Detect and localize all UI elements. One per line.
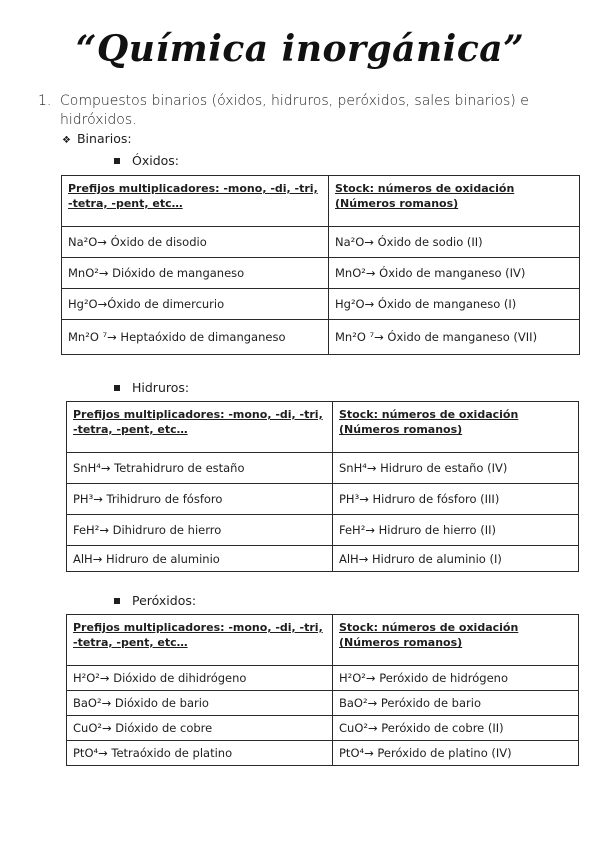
cell-prefijos: MnO²→ Dióxido de manganeso	[62, 258, 329, 289]
header-stock: Stock: números de oxidación (Números romanos)	[333, 402, 579, 453]
table-row	[67, 546, 579, 572]
cell-prefijos: Mn²O ⁷→ Heptaóxido de dimanganeso	[62, 320, 329, 355]
table-peroxidos	[66, 614, 579, 766]
table-row	[67, 741, 579, 766]
list-number: 1.	[38, 93, 52, 109]
section-label-peroxidos: Peróxidos:	[114, 593, 196, 608]
cell-prefijos: Hg²O→Óxido de dimercurio	[62, 289, 329, 320]
square-bullet-icon	[114, 158, 120, 164]
cell-prefijos: H²O²→ Dióxido de dihidrógeno	[67, 666, 333, 691]
cell-prefijos: PtO⁴→ Tetraóxido de platino	[67, 741, 333, 766]
table-row	[62, 289, 580, 320]
header-stock: Stock: números de oxidación (Números romanos)	[329, 176, 580, 227]
header-prefijos: Prefijos multiplicadores: -mono, -di, -tri, -tetra, -pent, etc…	[67, 615, 333, 666]
table-row	[67, 691, 579, 716]
table-header-row	[62, 176, 580, 227]
cell-stock: FeH²→ Hidruro de hierro (II)	[333, 515, 579, 546]
cell-stock: Hg²O→ Óxido de manganeso (I)	[329, 289, 580, 320]
section-label-hidruros: Hidruros:	[114, 380, 189, 395]
section-label-oxidos: Óxidos:	[114, 153, 179, 168]
table-oxidos	[61, 175, 580, 355]
table-hidruros	[66, 401, 579, 572]
cell-stock: Mn²O ⁷→ Óxido de manganeso (VII)	[329, 320, 580, 355]
diamond-bullet-icon: ❖	[62, 135, 71, 146]
list-item-text: Compuestos binarios (óxidos, hidruros, peróxidos, sales binarios) e hidróxidos.	[60, 93, 529, 128]
cell-stock: Na²O→ Óxido de sodio (II)	[329, 227, 580, 258]
cell-prefijos: FeH²→ Dihidruro de hierro	[67, 515, 333, 546]
table-row	[62, 320, 580, 355]
cell-stock: H²O²→ Peróxido de hidrógeno	[333, 666, 579, 691]
cell-stock: SnH⁴→ Hidruro de estaño (IV)	[333, 453, 579, 484]
cell-prefijos: BaO²→ Dióxido de bario	[67, 691, 333, 716]
sublist-binarios	[62, 131, 132, 146]
table-row	[67, 515, 579, 546]
table-header-row	[67, 402, 579, 453]
header-stock: Stock: números de oxidación (Números romanos)	[333, 615, 579, 666]
cell-stock: PH³→ Hidruro de fósforo (III)	[333, 484, 579, 515]
table-row	[62, 227, 580, 258]
cell-prefijos: AlH→ Hidruro de aluminio	[67, 546, 333, 572]
cell-prefijos: PH³→ Trihidruro de fósforo	[67, 484, 333, 515]
cell-prefijos: CuO²→ Dióxido de cobre	[67, 716, 333, 741]
header-prefijos: Prefijos multiplicadores: -mono, -di, -tri, -tetra, -pent, etc…	[67, 402, 333, 453]
cell-stock: BaO²→ Peróxido de bario	[333, 691, 579, 716]
cell-stock: AlH→ Hidruro de aluminio (I)	[333, 546, 579, 572]
page-title: “Química inorgánica”	[75, 28, 525, 70]
square-bullet-icon	[114, 598, 120, 604]
cell-prefijos: SnH⁴→ Tetrahidruro de estaño	[67, 453, 333, 484]
cell-prefijos: Na²O→ Óxido de disodio	[62, 227, 329, 258]
table-row	[67, 453, 579, 484]
header-prefijos: Prefijos multiplicadores: -mono, -di, -tri, -tetra, -pent, etc…	[62, 176, 329, 227]
cell-stock: MnO²→ Óxido de manganeso (IV)	[329, 258, 580, 289]
cell-stock: PtO⁴→ Peróxido de platino (IV)	[333, 741, 579, 766]
table-row	[62, 258, 580, 289]
cell-stock: CuO²→ Peróxido de cobre (II)	[333, 716, 579, 741]
sublist-label: Binarios:	[76, 131, 132, 146]
table-row	[67, 666, 579, 691]
table-header-row	[67, 615, 579, 666]
square-bullet-icon	[114, 385, 120, 391]
table-row	[67, 716, 579, 741]
table-row	[67, 484, 579, 515]
